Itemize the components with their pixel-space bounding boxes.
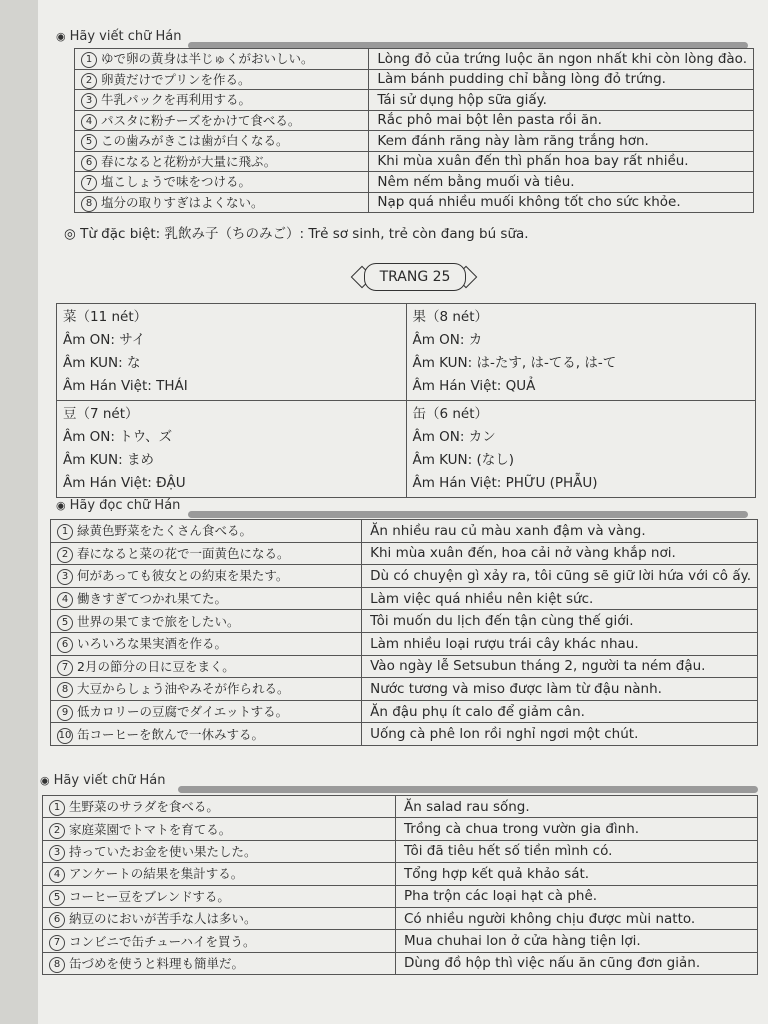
section-3-bar xyxy=(178,786,758,793)
kanji-hanviet: Âm Hán Việt: ĐẬU xyxy=(63,475,186,491)
kanji-kun: Âm KUN: な xyxy=(63,355,141,371)
special-word-note: ◎ Từ đặc biệt: 乳飲み子（ちのみご）: Trẻ sơ sinh, trẻ còn đang bú sữa. xyxy=(64,226,529,242)
japanese-text: 持っていたお金を使い果たした。 xyxy=(69,843,257,859)
item-number: 4 xyxy=(49,867,65,883)
item-number: 2 xyxy=(49,823,65,839)
vietnamese-translation: Pha trộn các loại hạt cà phê. xyxy=(396,885,758,907)
table-row xyxy=(51,542,758,565)
page-label-text: TRANG 25 xyxy=(364,263,466,291)
japanese-text: 世界の果てまで旅をしたい。 xyxy=(77,613,240,629)
kanji-heading: 菜（11 nét） xyxy=(63,309,148,325)
table-row xyxy=(51,520,758,543)
item-number: 8 xyxy=(49,957,65,973)
vietnamese-translation: Tôi đã tiêu hết số tiền mình có. xyxy=(396,840,758,862)
kanji-kun: Âm KUN: は-たす, は-てる, は-て xyxy=(412,355,617,371)
japanese-text: 大豆からしょう油やみそが作られる。 xyxy=(77,681,290,697)
vietnamese-translation: Tái sử dụng hộp sữa giấy. xyxy=(369,90,754,111)
table-row xyxy=(75,110,754,131)
bullet-icon: ◉ xyxy=(56,29,66,43)
japanese-sentence xyxy=(75,49,369,70)
vietnamese-translation: Dù có chuyện gì xảy ra, tôi cũng sẽ giữ lời hứa với cô ấy. xyxy=(362,565,758,588)
japanese-text: パスタに粉チーズをかけて食べる。 xyxy=(101,112,301,128)
item-number: 2 xyxy=(57,547,73,563)
japanese-sentence xyxy=(75,69,369,90)
kanji-hanviet: Âm Hán Việt: QUẢ xyxy=(412,378,536,394)
table-row xyxy=(43,952,758,974)
japanese-text: 緑黄色野菜をたくさん食べる。 xyxy=(77,523,253,539)
item-number: 6 xyxy=(49,912,65,928)
vietnamese-translation: Nạp quá nhiều muối không tốt cho sức khỏe. xyxy=(369,192,754,213)
section-1-heading xyxy=(56,26,181,46)
item-number: 1 xyxy=(57,524,73,540)
kanji-heading: 缶（6 nét） xyxy=(412,406,489,422)
japanese-sentence xyxy=(51,632,362,655)
japanese-text: いろいろな果実酒を作る。 xyxy=(77,636,228,652)
japanese-sentence xyxy=(51,655,362,678)
japanese-text: 春になると花粉が大量に飛ぶ。 xyxy=(101,153,277,169)
table-row xyxy=(51,632,758,655)
table-row xyxy=(51,723,758,746)
japanese-text: 働きすぎてつかれ果てた。 xyxy=(77,591,228,607)
vietnamese-translation: Ăn đậu phụ ít calo để giảm cân. xyxy=(362,700,758,723)
bullet-icon: ◉ xyxy=(40,773,50,787)
japanese-text: コンビニで缶チューハイを買う。 xyxy=(69,933,256,949)
table-row xyxy=(75,90,754,111)
item-number: 6 xyxy=(57,637,73,653)
japanese-text: コーヒー豆をブレンドする。 xyxy=(69,888,230,904)
bullet-icon: ◉ xyxy=(56,498,66,512)
japanese-sentence xyxy=(43,930,396,952)
kanji-kun: Âm KUN: (なし) xyxy=(412,452,515,468)
japanese-sentence xyxy=(43,840,396,862)
item-number: 7 xyxy=(49,935,65,951)
kanji-cell xyxy=(406,401,756,498)
japanese-text: 缶コーヒーを飲んで一休みする。 xyxy=(77,726,265,742)
vietnamese-translation: Mua chuhai lon ở cửa hàng tiện lợi. xyxy=(396,930,758,952)
section-1-title: Hãy viết chữ Hán xyxy=(69,28,182,44)
table-row xyxy=(51,610,758,633)
section-2-table xyxy=(50,519,758,746)
japanese-text: 何があっても彼女との約束を果たす。 xyxy=(77,568,289,584)
item-number: 7 xyxy=(81,175,97,191)
japanese-sentence xyxy=(51,610,362,633)
kanji-cell xyxy=(406,304,756,401)
kanji-heading: 豆（7 nét） xyxy=(63,406,139,422)
japanese-sentence xyxy=(75,90,369,111)
item-number: 1 xyxy=(81,52,97,68)
vietnamese-translation: Khi mùa xuân đến thì phấn hoa bay rất nhiều. xyxy=(369,151,754,172)
japanese-text: アンケートの結果を集計する。 xyxy=(69,866,244,882)
vietnamese-translation: Lòng đỏ của trứng luộc ăn ngon nhất khi còn lòng đào. xyxy=(369,49,754,70)
japanese-text: 牛乳パックを再利用する。 xyxy=(101,92,252,108)
document-page xyxy=(38,0,768,1024)
item-number: 3 xyxy=(81,93,97,109)
vietnamese-translation: Tổng hợp kết quả khảo sát. xyxy=(396,863,758,885)
vietnamese-translation: Dùng đồ hộp thì việc nấu ăn cũng đơn giản. xyxy=(396,952,758,974)
table-row xyxy=(43,863,758,885)
japanese-sentence xyxy=(75,172,369,193)
japanese-text: 春になると菜の花で一面黄色になる。 xyxy=(77,545,290,561)
table-row xyxy=(75,131,754,152)
vietnamese-translation: Làm bánh pudding chỉ bằng lòng đỏ trứng. xyxy=(369,69,754,90)
kanji-on: Âm ON: トウ、ズ xyxy=(63,429,173,445)
table-row xyxy=(51,678,758,701)
item-number: 3 xyxy=(57,569,73,585)
japanese-text: この歯みがきこは歯が白くなる。 xyxy=(101,133,289,149)
section-2-title: Hãy đọc chữ Hán xyxy=(69,497,181,513)
table-row xyxy=(51,700,758,723)
vietnamese-translation: Vào ngày lễ Setsubun tháng 2, người ta ném đậu. xyxy=(362,655,758,678)
table-row xyxy=(51,565,758,588)
japanese-sentence xyxy=(43,796,396,818)
page-margin xyxy=(0,0,38,1024)
japanese-sentence xyxy=(43,907,396,929)
japanese-sentence xyxy=(75,110,369,131)
item-number: 9 xyxy=(57,705,73,721)
table-row xyxy=(43,930,758,952)
vietnamese-translation: Trồng cà chua trong vườn gia đình. xyxy=(396,818,758,840)
kanji-on: Âm ON: カ xyxy=(412,332,483,348)
japanese-sentence xyxy=(51,678,362,701)
item-number: 5 xyxy=(49,890,65,906)
japanese-sentence xyxy=(43,885,396,907)
table-row xyxy=(51,587,758,610)
item-number: 5 xyxy=(57,615,73,631)
item-number: 4 xyxy=(81,114,97,130)
table-row xyxy=(75,172,754,193)
table-row xyxy=(75,69,754,90)
table-row xyxy=(75,49,754,70)
japanese-sentence xyxy=(43,818,396,840)
item-number: 10 xyxy=(57,728,73,744)
japanese-sentence xyxy=(51,565,362,588)
japanese-text: 塩分の取りすぎはよくない。 xyxy=(101,194,264,210)
japanese-sentence xyxy=(51,723,362,746)
table-row xyxy=(51,655,758,678)
vietnamese-translation: Rắc phô mai bột lên pasta rồi ăn. xyxy=(369,110,754,131)
kanji-info-table xyxy=(56,303,756,498)
table-row xyxy=(43,885,758,907)
japanese-sentence xyxy=(43,952,396,974)
vietnamese-translation: Ăn nhiều rau củ màu xanh đậm và vàng. xyxy=(362,520,758,543)
japanese-sentence xyxy=(51,700,362,723)
kanji-on: Âm ON: サイ xyxy=(63,332,146,348)
japanese-text: ゆで卵の黄身は半じゅくがおいしい。 xyxy=(101,51,314,67)
item-number: 5 xyxy=(81,134,97,150)
vietnamese-translation: Nước tương và miso được làm từ đậu nành. xyxy=(362,678,758,701)
kanji-hanviet: Âm Hán Việt: THÁI xyxy=(63,378,188,394)
vietnamese-translation: Kem đánh răng này làm răng trắng hơn. xyxy=(369,131,754,152)
japanese-sentence xyxy=(75,131,369,152)
kanji-cell xyxy=(57,304,407,401)
japanese-sentence xyxy=(51,587,362,610)
table-row xyxy=(43,840,758,862)
vietnamese-translation: Làm nhiều loại rượu trái cây khác nhau. xyxy=(362,632,758,655)
kanji-cell xyxy=(57,401,407,498)
japanese-text: 塩こしょうで味をつける。 xyxy=(101,174,252,190)
section-3-heading xyxy=(40,770,165,790)
vietnamese-translation: Ăn salad rau sống. xyxy=(396,796,758,818)
section-2-bar xyxy=(188,511,748,518)
kanji-heading: 果（8 nét） xyxy=(412,309,489,325)
item-number: 6 xyxy=(81,155,97,171)
item-number: 8 xyxy=(57,682,73,698)
japanese-text: 納豆のにおいが苦手な人は多い。 xyxy=(69,911,257,927)
kanji-kun: Âm KUN: まめ xyxy=(63,452,154,468)
vietnamese-translation: Có nhiều người không chịu được mùi natto. xyxy=(396,907,758,929)
table-row xyxy=(75,151,754,172)
vietnamese-translation: Nêm nếm bằng muối và tiêu. xyxy=(369,172,754,193)
japanese-text: 2月の節分の日に豆をまく。 xyxy=(77,658,235,674)
japanese-sentence xyxy=(75,151,369,172)
item-number: 4 xyxy=(57,592,73,608)
table-row xyxy=(43,796,758,818)
item-number: 2 xyxy=(81,73,97,89)
japanese-sentence xyxy=(51,520,362,543)
japanese-text: 缶づめを使うと料理も簡単だ。 xyxy=(69,955,245,971)
item-number: 1 xyxy=(49,800,65,816)
japanese-text: 卵黄だけでプリンを作る。 xyxy=(101,71,251,87)
kanji-hanviet: Âm Hán Việt: PHỮU (PHẪU) xyxy=(412,475,598,491)
japanese-text: 低カロリーの豆腐でダイエットする。 xyxy=(77,704,289,720)
section-3-title: Hãy viết chữ Hán xyxy=(53,772,166,788)
japanese-sentence xyxy=(75,192,369,213)
japanese-text: 生野菜のサラダを食べる。 xyxy=(69,799,219,815)
section-2-heading xyxy=(56,495,180,515)
table-row xyxy=(75,192,754,213)
section-3-table xyxy=(42,795,758,975)
japanese-sentence xyxy=(43,863,396,885)
kanji-on: Âm ON: カン xyxy=(412,429,496,445)
table-row xyxy=(43,818,758,840)
vietnamese-translation: Làm việc quá nhiều nên kiệt sức. xyxy=(362,587,758,610)
item-number: 3 xyxy=(49,845,65,861)
vietnamese-translation: Khi mùa xuân đến, hoa cải nở vàng khắp nơi. xyxy=(362,542,758,565)
vietnamese-translation: Tôi muốn du lịch đến tận cùng thế giới. xyxy=(362,610,758,633)
japanese-sentence xyxy=(51,542,362,565)
item-number: 8 xyxy=(81,196,97,212)
vietnamese-translation: Uống cà phê lon rồi nghỉ ngơi một chút. xyxy=(362,723,758,746)
item-number: 7 xyxy=(57,660,73,676)
section-1-table xyxy=(74,48,754,213)
japanese-text: 家庭菜園でトマトを育てる。 xyxy=(69,821,232,837)
page-label xyxy=(354,263,474,291)
table-row xyxy=(43,907,758,929)
